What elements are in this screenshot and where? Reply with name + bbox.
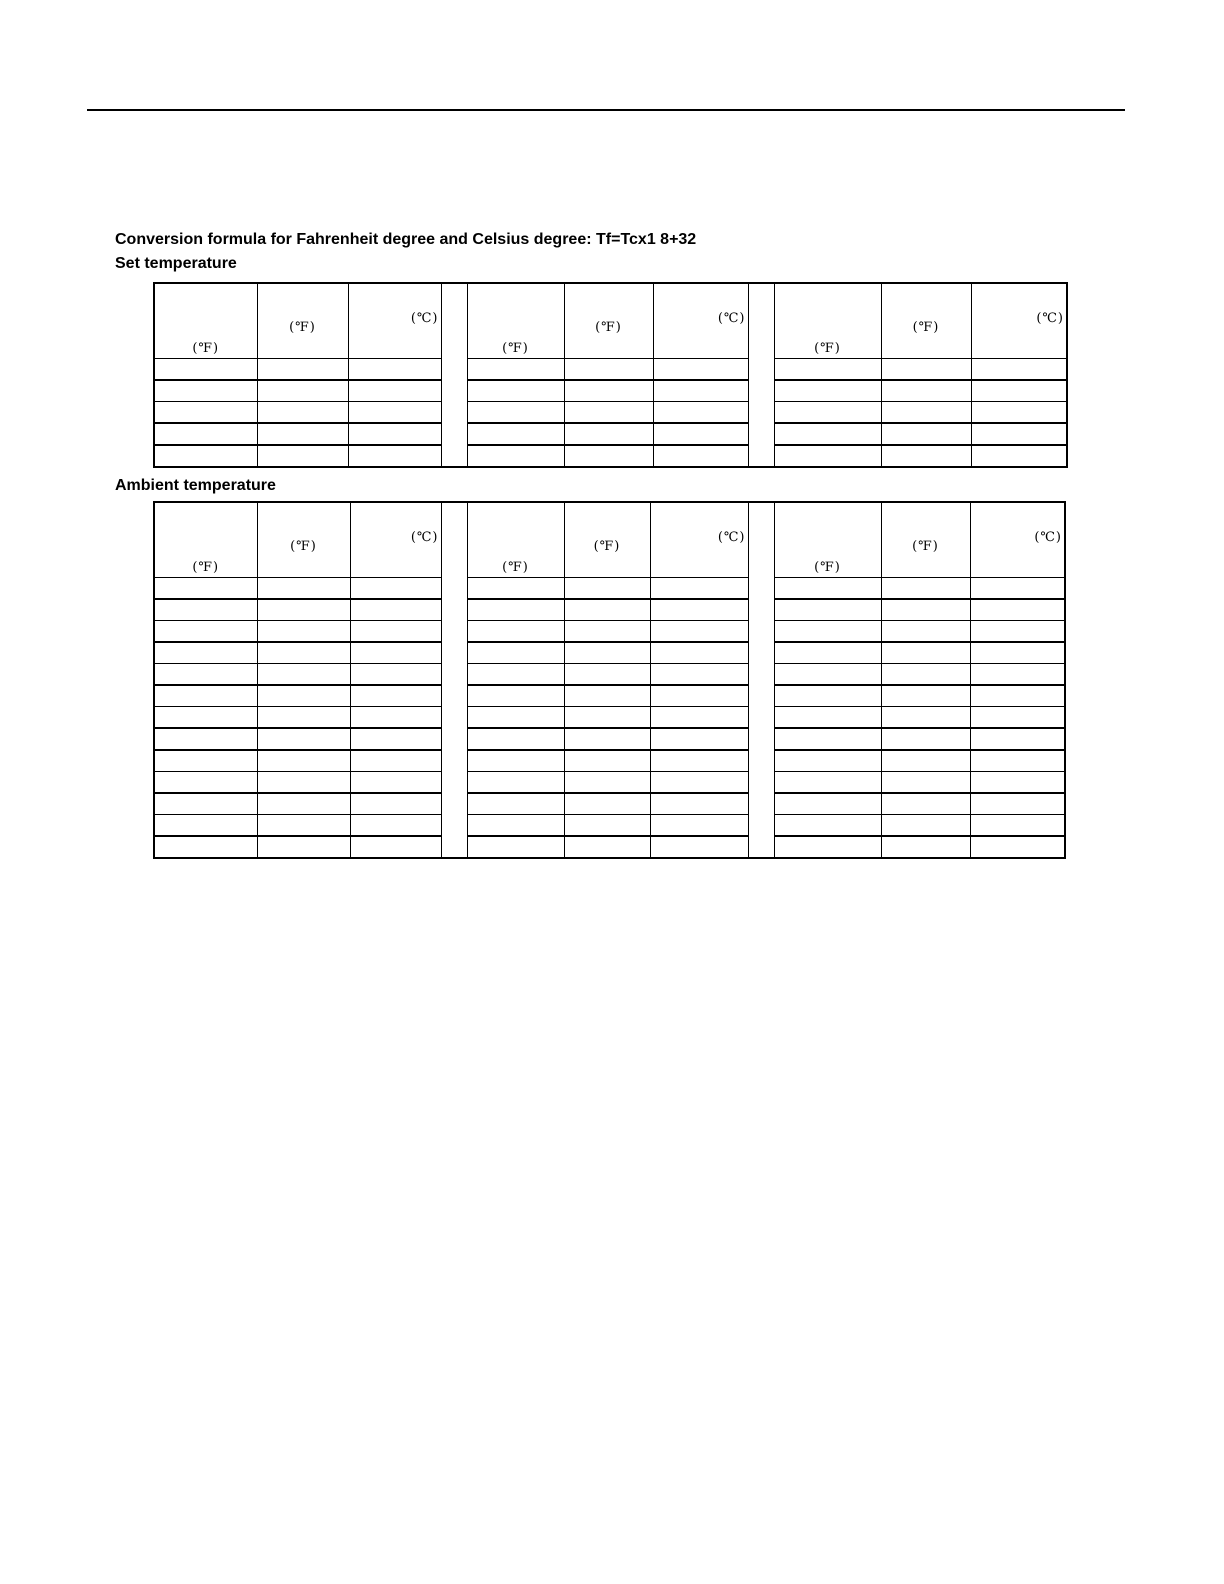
unit-label: (℉) <box>814 340 841 356</box>
header-cell <box>881 283 971 358</box>
unit-label: (℉) <box>192 340 220 356</box>
header-cell <box>564 502 650 577</box>
group-separator <box>748 502 774 858</box>
unit-label: (℉) <box>595 320 622 335</box>
unit-label: (℉) <box>502 340 529 356</box>
unit-label: (℃) <box>410 311 439 326</box>
table-row <box>154 380 1067 402</box>
header-cell <box>257 283 348 358</box>
header-rule <box>87 109 1125 111</box>
unit-label: (℃) <box>717 530 746 545</box>
table-row <box>154 599 1065 621</box>
header-cell <box>467 283 564 358</box>
header-cell <box>467 502 564 577</box>
header-cell <box>350 502 441 577</box>
table-row <box>154 685 1065 707</box>
unit-label: (℉) <box>290 539 317 554</box>
set-temperature-title: Set temperature <box>115 255 237 272</box>
ambient-temperature-title: Ambient temperature <box>115 477 276 494</box>
table-header-row <box>154 283 1067 358</box>
header-cell <box>348 283 441 358</box>
set-temperature-table <box>153 282 1068 468</box>
table-row <box>154 793 1065 815</box>
table-header-row <box>154 502 1065 577</box>
header-cell <box>564 283 653 358</box>
table-row <box>154 423 1067 445</box>
table-row <box>154 358 1067 380</box>
header-cell <box>881 502 970 577</box>
table-row <box>154 445 1067 467</box>
unit-label: (℉) <box>912 539 939 554</box>
ambient-temperature-table <box>153 501 1066 859</box>
header-cell <box>970 502 1065 577</box>
table-row <box>154 642 1065 664</box>
unit-label: (℉) <box>192 559 220 575</box>
table-row <box>154 836 1065 858</box>
table-row <box>154 663 1065 685</box>
header-cell <box>774 283 881 358</box>
unit-label: (℃) <box>1034 530 1062 545</box>
group-separator <box>748 283 774 467</box>
header-cell <box>154 283 257 358</box>
group-separator <box>441 502 467 858</box>
table-row <box>154 814 1065 836</box>
table-row <box>154 577 1065 599</box>
unit-label: (℃) <box>410 530 439 545</box>
unit-label: (℉) <box>593 539 621 554</box>
header-cell <box>653 283 748 358</box>
unit-label: (℉) <box>502 559 529 575</box>
header-cell <box>774 502 881 577</box>
header-cell <box>650 502 748 577</box>
table-row <box>154 771 1065 793</box>
header-cell <box>154 502 257 577</box>
header-cell <box>257 502 350 577</box>
table-row <box>154 620 1065 642</box>
formula-heading: Conversion formula for Fahrenheit degree and Celsius degree: Tf=Tcx1 8+32 <box>115 231 697 248</box>
table-row <box>154 706 1065 728</box>
header-cell <box>971 283 1067 358</box>
table-row <box>154 401 1067 423</box>
table-row <box>154 728 1065 750</box>
unit-label: (℃) <box>1036 311 1064 326</box>
table-row <box>154 750 1065 772</box>
unit-label: (℃) <box>717 311 746 326</box>
unit-label: (℉) <box>814 559 841 575</box>
unit-label: (℉) <box>289 320 316 335</box>
unit-label: (℉) <box>912 320 940 335</box>
group-separator <box>441 283 467 467</box>
